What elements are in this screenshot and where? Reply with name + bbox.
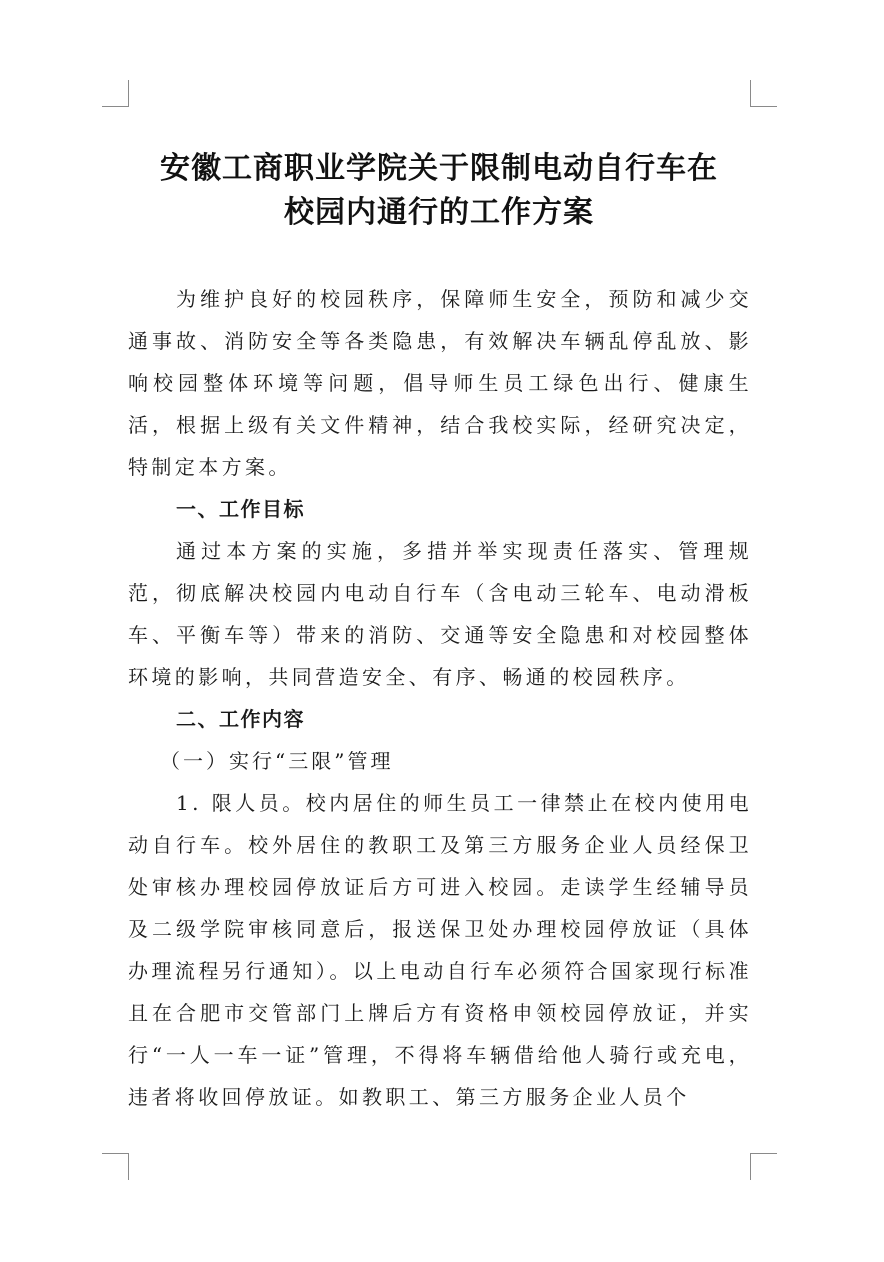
- document-body: [128, 278, 752, 1118]
- intro-paragraph: 为维护良好的校园秩序，保障师生安全，预防和减少交通事故、消防安全等各类隐患，有效解决车辆乱停乱放、影响校园整体环境等问题，倡导师生员工绿色出行、健康生活，根据上级有关文件精神，结合我校实际，经研究决定，特制定本方案。: [128, 287, 752, 479]
- crop-mark-top-right: [750, 80, 777, 107]
- crop-mark-bottom-left: [102, 1153, 129, 1180]
- title-line-1: 安徽工商职业学院关于限制电动自行车在: [160, 151, 718, 186]
- crop-mark-bottom-right: [750, 1153, 777, 1180]
- item-1-paragraph: 1. 限人员。校内居住的师生员工一律禁止在校内使用电动自行车。校外居住的教职工及第三方服务企业人员经保卫处审核办理校园停放证后方可进入校园。走读学生经辅导员及二级学院审核同意后，报送保卫处办理校园停放证（具体办理流程另行通知）。以上电动自行车必须符合国家现行标准且在合肥市交管部门上牌后方有资格申领校园停放证，并实行“一人一车一证”管理，不得将车辆借给他人骑行或充电，违者将收回停放证。如教职工、第三方服务企业人员个: [128, 791, 752, 1109]
- subsection-1-heading: （一）实行“三限”管理: [160, 749, 394, 773]
- title-line-2: 校园内通行的工作方案: [284, 195, 594, 230]
- section-1-heading: 一、工作目标: [176, 497, 305, 521]
- crop-mark-top-left: [102, 80, 129, 107]
- section-1-paragraph: 通过本方案的实施，多措并举实现责任落实、管理规范，彻底解决校园内电动自行车（含电动三轮车、电动滑板车、平衡车等）带来的消防、交通等安全隐患和对校园整体环境的影响，共同营造安全、有序、畅通的校园秩序。: [128, 539, 752, 689]
- section-2-heading: 二、工作内容: [176, 707, 305, 731]
- document-title: [128, 147, 750, 235]
